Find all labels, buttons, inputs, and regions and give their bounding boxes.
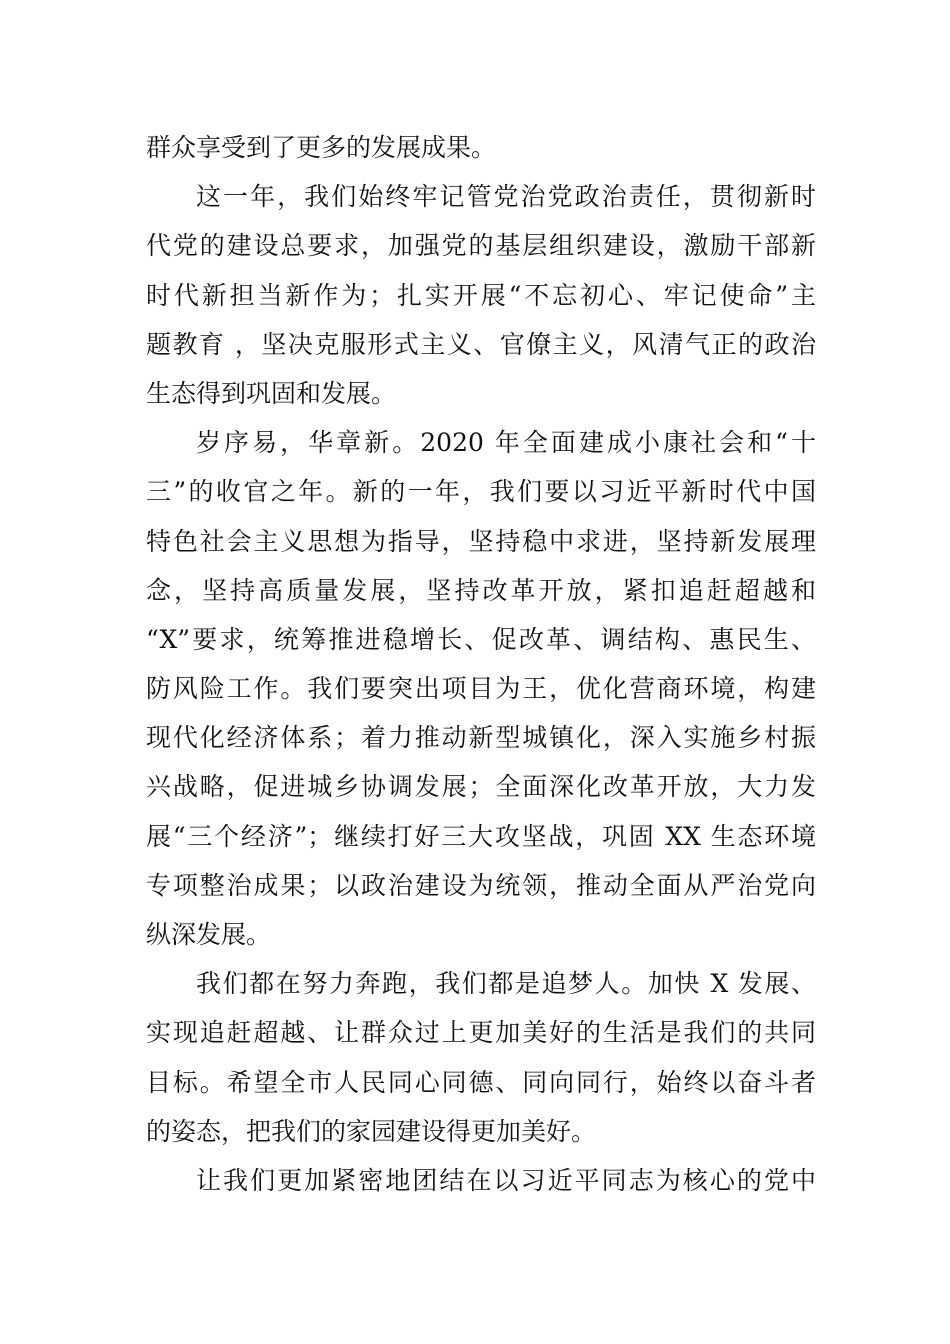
document-body <box>146 123 816 1205</box>
text-line: 岁序易，华章新。2020 年全面建成小康社会和“十 <box>196 428 816 458</box>
text-line: 群众享受到了更多的发展成果。 <box>146 133 497 162</box>
text-line: 让我们更加紧密地团结在以习近平同志为核心的党中 <box>196 1165 816 1195</box>
text-line: 念，坚持高质量发展，坚持改革开放，紧扣追赶超越和 <box>146 575 816 605</box>
text-line: 代党的建设总要求，加强党的基层组织建设，激励干部新 <box>146 231 816 261</box>
text-line: 实现追赶超越、让群众过上更加美好的生活是我们的共同 <box>146 1018 816 1048</box>
text-line: 这一年，我们始终牢记管党治党政治责任，贯彻新时 <box>196 182 816 212</box>
text-line: 纵深发展。 <box>146 920 272 949</box>
text-line: 特色社会主义思想为指导，坚持稳中求进，坚持新发展理 <box>146 526 816 556</box>
text-line: 时代新担当新作为；扎实开展“不忘初心、牢记使命”主 <box>146 280 816 310</box>
text-line: 防风险工作。我们要突出项目为王，优化营商环境，构建 <box>146 674 816 704</box>
text-line: 展“三个经济”；继续打好三大攻坚战，巩固 XX 生态环境 <box>146 821 816 851</box>
text-line: 专项整治成果；以政治建设为统领，推动全面从严治党向 <box>146 870 816 900</box>
text-line: 生态得到巩固和发展。 <box>146 378 397 408</box>
text-line: 题教育 ，坚决克服形式主义、官僚主义，风清气正的政治 <box>146 329 816 359</box>
text-line: 现代化经济体系；着力推动新型城镇化，深入实施乡村振 <box>146 723 816 753</box>
text-line: 三”的收官之年。新的一年，我们要以习近平新时代中国 <box>146 477 816 507</box>
text-line: 的姿态，把我们的家园建设得更加美好。 <box>146 1116 597 1146</box>
text-line: “X”要求，统筹推进稳增长、促改革、调结构、惠民生、 <box>146 624 816 654</box>
text-line: 兴战略，促进城乡协调发展；全面深化改革开放，大力发 <box>146 772 816 802</box>
text-line: 我们都在努力奔跑，我们都是追梦人。加快 X 发展、 <box>196 969 816 999</box>
text-line: 目标。希望全市人民同心同德、同向同行，始终以奋斗者 <box>146 1067 816 1097</box>
